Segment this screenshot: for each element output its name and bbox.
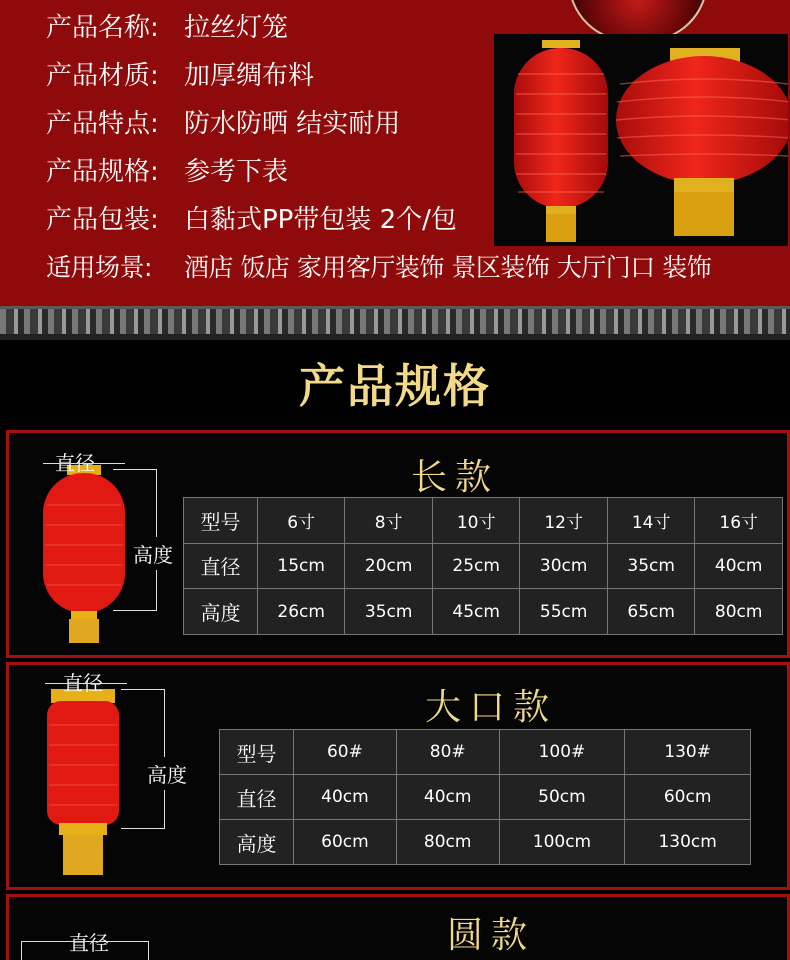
table-cell: 10寸 [432,498,520,544]
section-title-wide-mouth: 大口款 [425,687,558,728]
table-cell: 30cm [520,543,608,589]
table-cell: 80cm [695,589,783,635]
section-round-style [6,894,790,960]
info-label: 产品规格: [46,157,159,187]
table-cell: 100cm [499,820,625,865]
info-row-name [46,6,288,50]
table-cell: 50cm [499,775,625,820]
table-cell: 8寸 [345,498,433,544]
section-title-round: 圆款 [447,915,536,956]
table-cell: 直径 [184,543,258,589]
info-row-usage [46,246,711,290]
height-label: 高度 [147,757,187,790]
info-label: 产品材质: [46,61,159,91]
table-row [184,589,783,635]
spec-table-wide-mouth [219,729,751,865]
info-label: 产品特点: [46,109,159,139]
section-long-style [6,430,790,658]
table-cell: 65cm [607,589,695,635]
table-cell: 60cm [294,820,397,865]
table-cell: 40cm [294,775,397,820]
info-row-material [46,54,314,98]
table-row [220,820,751,865]
table-cell: 100# [499,730,625,775]
table-row [220,775,751,820]
table-cell: 40cm [396,775,499,820]
height-label: 高度 [133,537,173,570]
table-row [184,543,783,589]
info-row-feature [46,102,400,146]
info-label: 适用场景: [46,253,152,282]
spec-table-long [183,497,783,635]
info-value: 酒店 饭店 家用客厅装饰 景区装饰 大厅门口 装饰 [184,253,712,282]
table-cell: 14寸 [607,498,695,544]
info-value: 白黏式PP带包装 2个/包 [184,205,457,235]
info-label: 产品包装: [46,205,159,235]
diameter-label: 直径 [69,931,109,955]
table-cell: 26cm [257,589,345,635]
table-cell: 高度 [220,820,294,865]
table-cell: 60# [294,730,397,775]
diameter-label: 直径 [63,671,103,695]
diameter-bracket [21,941,149,960]
section-title-long: 长款 [411,457,500,498]
table-cell: 80# [396,730,499,775]
table-cell: 80cm [396,820,499,865]
table-cell: 高度 [184,589,258,635]
info-value: 拉丝灯笼 [184,13,289,43]
table-cell: 型号 [220,730,294,775]
table-cell: 15cm [257,543,345,589]
table-cell: 60cm [625,775,751,820]
table-cell: 12寸 [520,498,608,544]
table-row [220,730,751,775]
diameter-label: 直径 [55,451,95,475]
table-cell: 型号 [184,498,258,544]
table-cell: 25cm [432,543,520,589]
lanterns-photo-graphic [494,34,788,246]
table-cell: 35cm [607,543,695,589]
info-label: 产品名称: [46,13,159,43]
table-cell: 45cm [432,589,520,635]
table-cell: 35cm [345,589,433,635]
info-row-spec [46,150,288,194]
table-cell: 40cm [695,543,783,589]
table-cell: 20cm [345,543,433,589]
section-wide-mouth-style [6,662,790,890]
info-row-package [46,198,457,242]
table-cell: 130cm [625,820,751,865]
table-cell: 6寸 [257,498,345,544]
table-cell: 16寸 [695,498,783,544]
table-cell: 55cm [520,589,608,635]
product-info-banner [0,0,790,306]
spec-heading: 产品规格 [299,359,491,413]
lantern-photo [494,34,788,246]
diameter-bracket [45,683,127,684]
table-row [184,498,783,544]
table-cell: 直径 [220,775,294,820]
info-value: 防水防晒 结实耐用 [184,109,401,139]
info-value: 参考下表 [184,157,289,187]
table-cell: 130# [625,730,751,775]
diameter-bracket [43,463,125,464]
wide-mouth-lantern-image [43,685,123,877]
roof-tile-divider [0,306,790,340]
info-value: 加厚绸布料 [184,61,315,91]
